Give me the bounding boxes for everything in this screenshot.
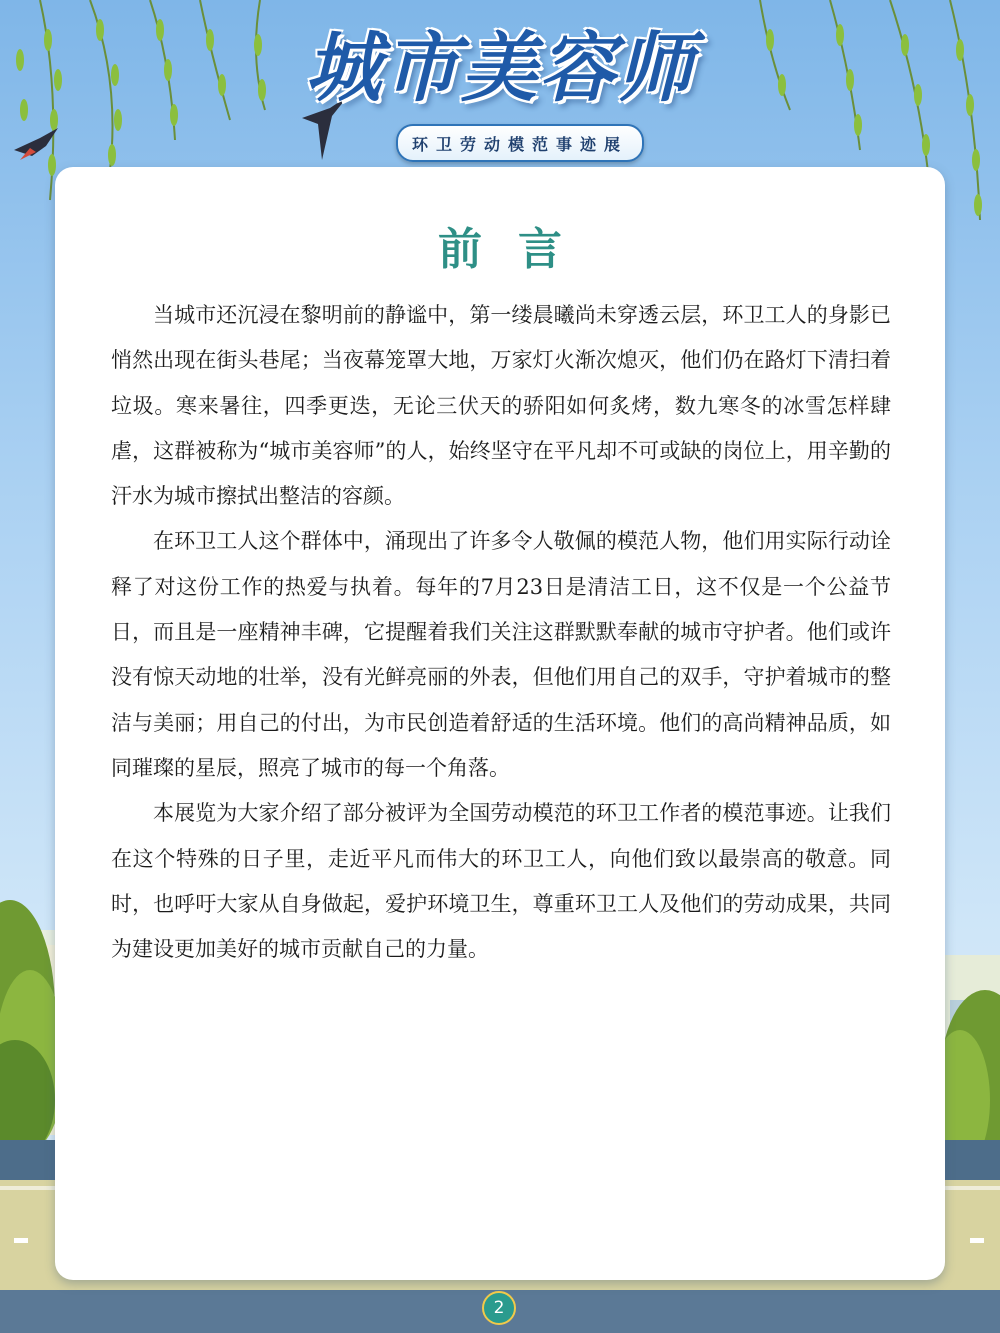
preface-body <box>111 293 891 972</box>
page-number-badge: 2 <box>482 1291 516 1325</box>
paragraph-1: 当城市还沉浸在黎明前的静谧中，第一缕晨曦尚未穿透云层，环卫工人的身影已悄然出现在街头巷尾；当夜幕笼罩大地，万家灯火渐次熄灭，他们仍在路灯下清扫着垃圾。寒来暑往，四季更迭，无论三伏天的骄阳如何炙烤，数九寒冬的冰雪怎样肆虐，这群被称为“城市美容师”的人，始终坚守在平凡却不可或缺的岗位上，用辛勤的汗水为城市擦拭出整洁的容颜。 <box>111 303 891 509</box>
preface-title: 前言 <box>438 224 598 275</box>
paragraph-3: 本展览为大家介绍了部分被评为全国劳动模范的环卫工作者的模范事迹。让我们在这个特殊的日子里，走近平凡而伟大的环卫工人，向他们致以最崇高的敬意。同时，也呼吁大家从自身做起，爱护环境卫生，尊重环卫工人及他们的劳动成果，共同为建设更加美好的城市贡献自己的力量。 <box>111 801 891 962</box>
subtitle-pill: 环卫劳动模范事迹展 <box>396 124 644 162</box>
header <box>0 20 1000 116</box>
brand-title: 城市美容师 <box>305 23 695 112</box>
content-card <box>55 167 945 1280</box>
paragraph-2: 在环卫工人这个群体中，涌现出了许多令人敬佩的模范人物，他们用实际行动诠释了对这份工作的热爱与执着。每年的7月23日是清洁工日，这不仅是一个公益节日，而且是一座精神丰碑，它提醒着我们关注这群默默奉献的城市守护者。他们或许没有惊天动地的壮举，没有光鲜亮丽的外表，但他们用自己的双手，守护着城市的整洁与美丽；用自己的付出，为市民创造着舒适的生活环境。他们的高尚精神品质，如同璀璨的星辰，照亮了城市的每一个角落。 <box>111 529 891 780</box>
